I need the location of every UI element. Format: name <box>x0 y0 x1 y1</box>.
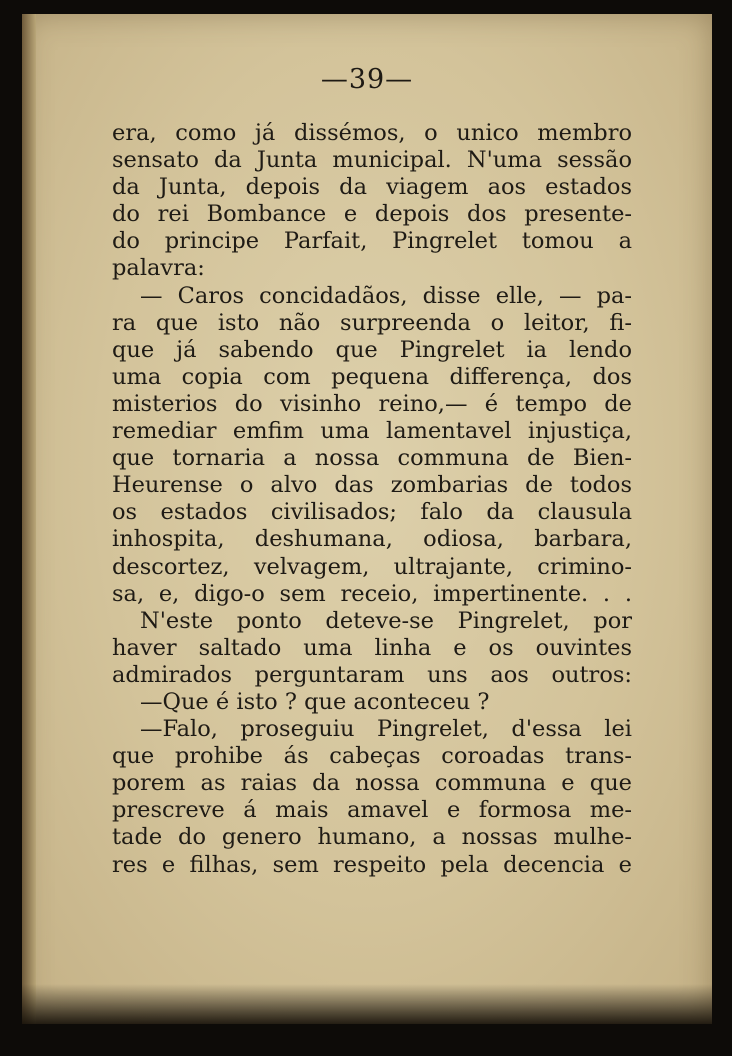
page-spine-shadow <box>22 14 36 1024</box>
text-line: inhospita, deshumana, odiosa, barbara, <box>112 526 632 553</box>
text-line: — Caros concidadãos, disse elle, — pa- <box>140 282 632 309</box>
text-line: ra que isto não surpreenda o leitor, fi- <box>112 309 632 336</box>
text-line: da Junta, depois da viagem aos estados <box>112 174 632 201</box>
text-line: N'este ponto deteve-se Pingrelet, por <box>140 607 632 634</box>
text-line: sa, e, digo-o sem receio, impertinente. . . <box>112 580 632 607</box>
text-line: do principe Parfait, Pingrelet tomou a <box>112 228 632 255</box>
page-number: —39— <box>320 64 414 95</box>
text-line: admirados perguntaram uns aos outros: <box>112 661 632 688</box>
text-line: descortez, velvagem, ultrajante, crimino- <box>112 553 632 580</box>
book-page <box>22 14 712 1024</box>
text-line: os estados civilisados; falo da clausula <box>112 499 632 526</box>
text-line: do rei Bombance e depois dos presente- <box>112 201 632 228</box>
text-line: remediar emfim uma lamentavel injustiça, <box>112 418 632 445</box>
text-line: res e filhas, sem respeito pela decencia e <box>112 851 632 878</box>
text-line: Heurense o alvo das zombarias de todos <box>112 472 632 499</box>
text-line: uma copia com pequena differença, dos <box>112 363 632 390</box>
text-line: haver saltado uma linha e os ouvintes <box>112 634 632 661</box>
text-line: era, como já dissémos, o unico membro <box>112 120 632 146</box>
text-line: que prohibe ás cabeças coroadas trans- <box>112 743 632 770</box>
text-line: porem as raias da nossa communa e que <box>112 770 632 797</box>
body-text <box>112 120 632 879</box>
text-line: —Que é isto ? que aconteceu ? <box>140 688 490 715</box>
text-line: que tornaria a nossa communa de Bien- <box>112 445 632 472</box>
text-line: —Falo, proseguiu Pingrelet, d'essa lei <box>140 716 632 743</box>
text-line: que já sabendo que Pingrelet ia lendo <box>112 336 632 363</box>
text-line: tade do genero humano, a nossas mulhe- <box>112 824 632 851</box>
page-bottom-shadow <box>22 984 712 1024</box>
text-line: palavra: <box>112 255 205 282</box>
text-line: prescreve á mais amavel e formosa me- <box>112 797 632 824</box>
text-line: sensato da Junta municipal. N'uma sessão <box>112 147 632 174</box>
text-line: misterios do visinho reino,— é tempo de <box>112 390 632 417</box>
